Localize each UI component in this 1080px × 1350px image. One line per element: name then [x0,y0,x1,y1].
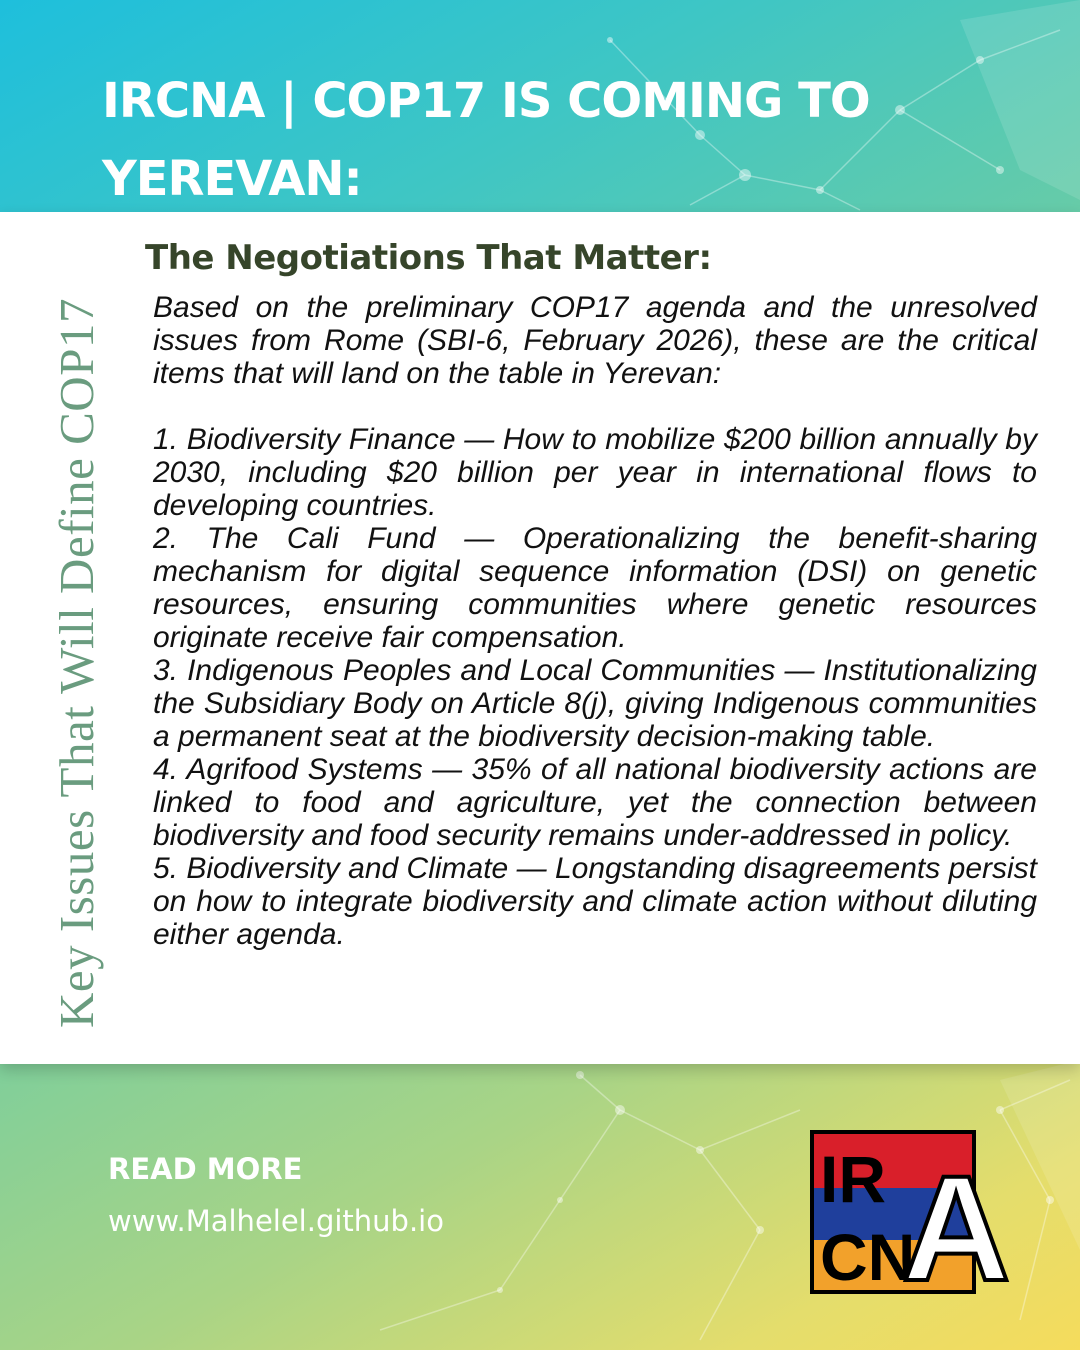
list-item: 3. Indigenous Peoples and Local Communities — Institutionalizing the Subsidiary Body on Article 8(j), giving Indigenous communities a permanent seat at the biodiversity decision-making table. [153,654,1037,753]
logo-letter-big: A [902,1144,1011,1312]
list-item: 2. The Cali Fund — Operationalizing the benefit-sharing mechanism for digital sequence information (DSI) on genetic resources, ensuring communities where genetic resources originate receive fair compensation. [153,522,1037,654]
list-item: 1. Biodiversity Finance — How to mobilize $200 billion annually by 2030, including $20 billion per year in international flows to developing countries. [153,423,1037,522]
logo-letters-top: IR [820,1142,886,1216]
body-text [153,291,1037,951]
vertical-side-title: Key Issues That Will Define COP17 [49,298,104,1028]
logo-letters-bottom: CN [820,1220,916,1294]
intro-paragraph: Based on the preliminary COP17 agenda and the unresolved issues from Rome (SBI-6, February 2026), these are the critical items that will land on the table in Yerevan: [153,291,1037,390]
list-item: 4. Agrifood Systems — 35% of all national biodiversity actions are linked to food and agriculture, yet the connection between biodiversity and food security remains under-addressed in policy. [153,753,1037,852]
header-title: IRCNA | COP17 IS COMING TO YEREVAN: [102,73,870,207]
section-heading: The Negotiations That Matter: [145,238,712,278]
list-item: 5. Biodiversity and Climate — Longstanding disagreements persist on how to integrate biodiversity and climate action without diluting either agenda. [153,852,1037,951]
website-link[interactable]: www.Malhelel.github.io [108,1204,444,1238]
read-more-label: READ MORE [108,1152,303,1186]
ircna-logo [810,1130,1011,1312]
